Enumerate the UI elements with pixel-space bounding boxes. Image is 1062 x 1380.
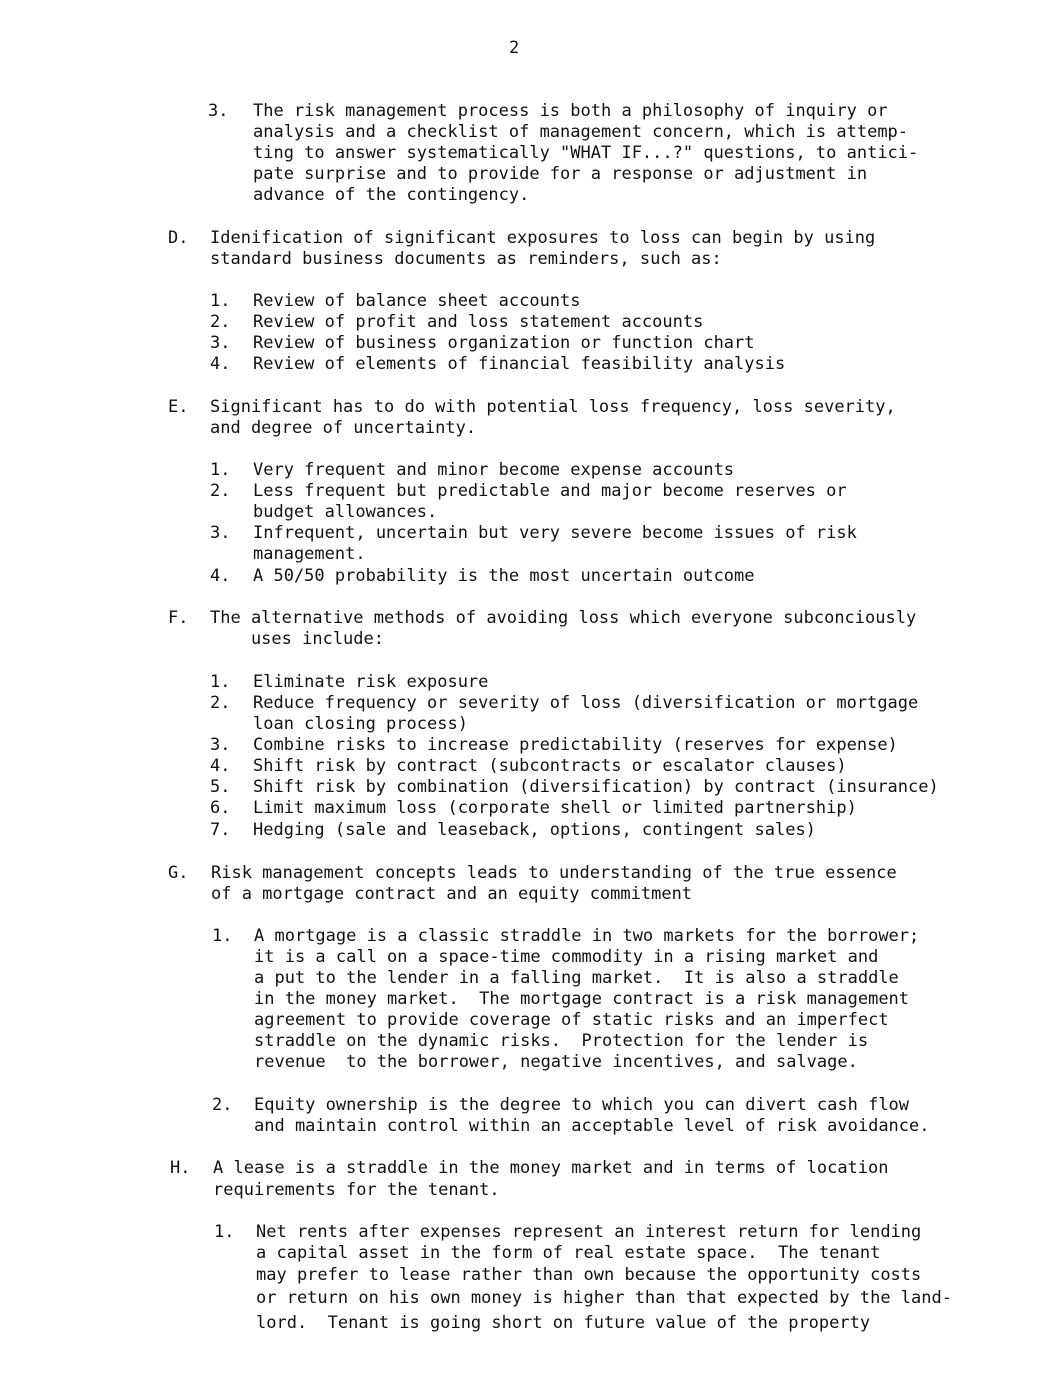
section-line: and degree of uncertainty.	[210, 418, 477, 438]
item-marker: 3.	[210, 523, 231, 543]
item-line: A mortgage is a classic straddle in two markets for the borrower;	[254, 926, 920, 946]
item-marker: 1.	[212, 926, 233, 946]
item-line: revenue to the borrower, negative incentives, and salvage.	[254, 1052, 858, 1072]
item-line: Infrequent, uncertain but very severe become issues of risk	[253, 523, 857, 543]
section-line: The alternative methods of avoiding loss which everyone subconciously	[210, 608, 917, 628]
item-line: a put to the lender in a falling market. It is also a straddle	[254, 968, 899, 988]
item-marker: 6.	[210, 798, 231, 818]
section-marker: G.	[168, 863, 189, 883]
section-line: A lease is a straddle in the money market and in terms of location	[213, 1158, 889, 1178]
item-line: a capital asset in the form of real estate space. The tenant	[256, 1243, 881, 1263]
item-line: ting to answer systematically "WHAT IF...?" questions, to antici-	[253, 143, 919, 163]
item-line: loan closing process)	[253, 714, 468, 734]
item-line: analysis and a checklist of management concern, which is attemp-	[253, 122, 909, 142]
item-line: straddle on the dynamic risks. Protection for the lender is	[254, 1031, 869, 1051]
item-marker: 3.	[210, 333, 231, 353]
item-marker: 3.	[210, 735, 231, 755]
item-line: Review of elements of financial feasibility analysis	[253, 354, 786, 374]
item-marker: 3.	[208, 101, 229, 121]
item-line: Review of balance sheet accounts	[253, 291, 581, 311]
item-line: lord. Tenant is going short on future value of the property	[256, 1313, 871, 1333]
item-line: Limit maximum loss (corporate shell or limited partnership)	[253, 798, 857, 818]
section-marker: D.	[168, 228, 189, 248]
item-line: Equity ownership is the degree to which you can divert cash flow	[254, 1095, 910, 1115]
item-line: pate surprise and to provide for a response or adjustment in	[253, 164, 868, 184]
item-line: management.	[253, 544, 366, 564]
section-line: requirements for the tenant.	[213, 1180, 500, 1200]
item-marker: 4.	[210, 566, 231, 586]
section-line: of a mortgage contract and an equity commitment	[211, 884, 693, 904]
item-line: in the money market. The mortgage contract is a risk management	[254, 989, 910, 1009]
item-line: A 50/50 probability is the most uncertain outcome	[253, 566, 755, 586]
item-marker: 1.	[210, 291, 231, 311]
item-line: may prefer to lease rather than own because the opportunity costs	[256, 1265, 922, 1285]
item-line: Less frequent but predictable and major become reserves or	[253, 481, 847, 501]
item-line: it is a call on a space-time commodity in a rising market and	[254, 947, 879, 967]
item-line: Hedging (sale and leaseback, options, contingent sales)	[253, 820, 816, 840]
item-line: advance of the contingency.	[253, 185, 530, 205]
item-marker: 4.	[210, 756, 231, 776]
section-line: Risk management concepts leads to understanding of the true essence	[211, 863, 897, 883]
item-marker: 2.	[210, 312, 231, 332]
item-marker: 1.	[214, 1222, 235, 1242]
item-marker: 5.	[210, 777, 231, 797]
item-line: budget allowances.	[253, 502, 438, 522]
item-line: Review of business organization or function chart	[253, 333, 755, 353]
item-line: Review of profit and loss statement accounts	[253, 312, 704, 332]
section-line: Idenification of significant exposures to loss can begin by using	[210, 228, 876, 248]
item-line: agreement to provide coverage of static risks and an imperfect	[254, 1010, 889, 1030]
section-marker: E.	[168, 397, 189, 417]
item-line: Combine risks to increase predictability (reserves for expense)	[253, 735, 898, 755]
item-line: or return on his own money is higher than that expected by the land-	[256, 1288, 952, 1308]
item-line: The risk management process is both a philosophy of inquiry or	[253, 101, 888, 121]
item-marker: 7.	[210, 820, 231, 840]
page-number: 2	[509, 38, 520, 58]
item-line: Net rents after expenses represent an interest return for lending	[256, 1222, 922, 1242]
item-line: Very frequent and minor become expense accounts	[253, 460, 735, 480]
item-marker: 2.	[212, 1095, 233, 1115]
section-marker: F.	[168, 608, 189, 628]
item-line: Reduce frequency or severity of loss (diversification or mortgage	[253, 693, 919, 713]
item-marker: 1.	[210, 460, 231, 480]
item-line: and maintain control within an acceptable level of risk avoidance.	[254, 1116, 930, 1136]
item-line: Shift risk by combination (diversification) by contract (insurance)	[253, 777, 939, 797]
item-line: Shift risk by contract (subcontracts or escalator clauses)	[253, 756, 847, 776]
section-marker: H.	[170, 1158, 191, 1178]
item-marker: 2.	[210, 693, 231, 713]
section-line: Significant has to do with potential loss frequency, loss severity,	[210, 397, 896, 417]
section-line: standard business documents as reminders, such as:	[210, 249, 722, 269]
item-marker: 1.	[210, 672, 231, 692]
section-line: uses include:	[210, 629, 384, 649]
item-line: Eliminate risk exposure	[253, 672, 489, 692]
item-marker: 2.	[210, 481, 231, 501]
item-marker: 4.	[210, 354, 231, 374]
